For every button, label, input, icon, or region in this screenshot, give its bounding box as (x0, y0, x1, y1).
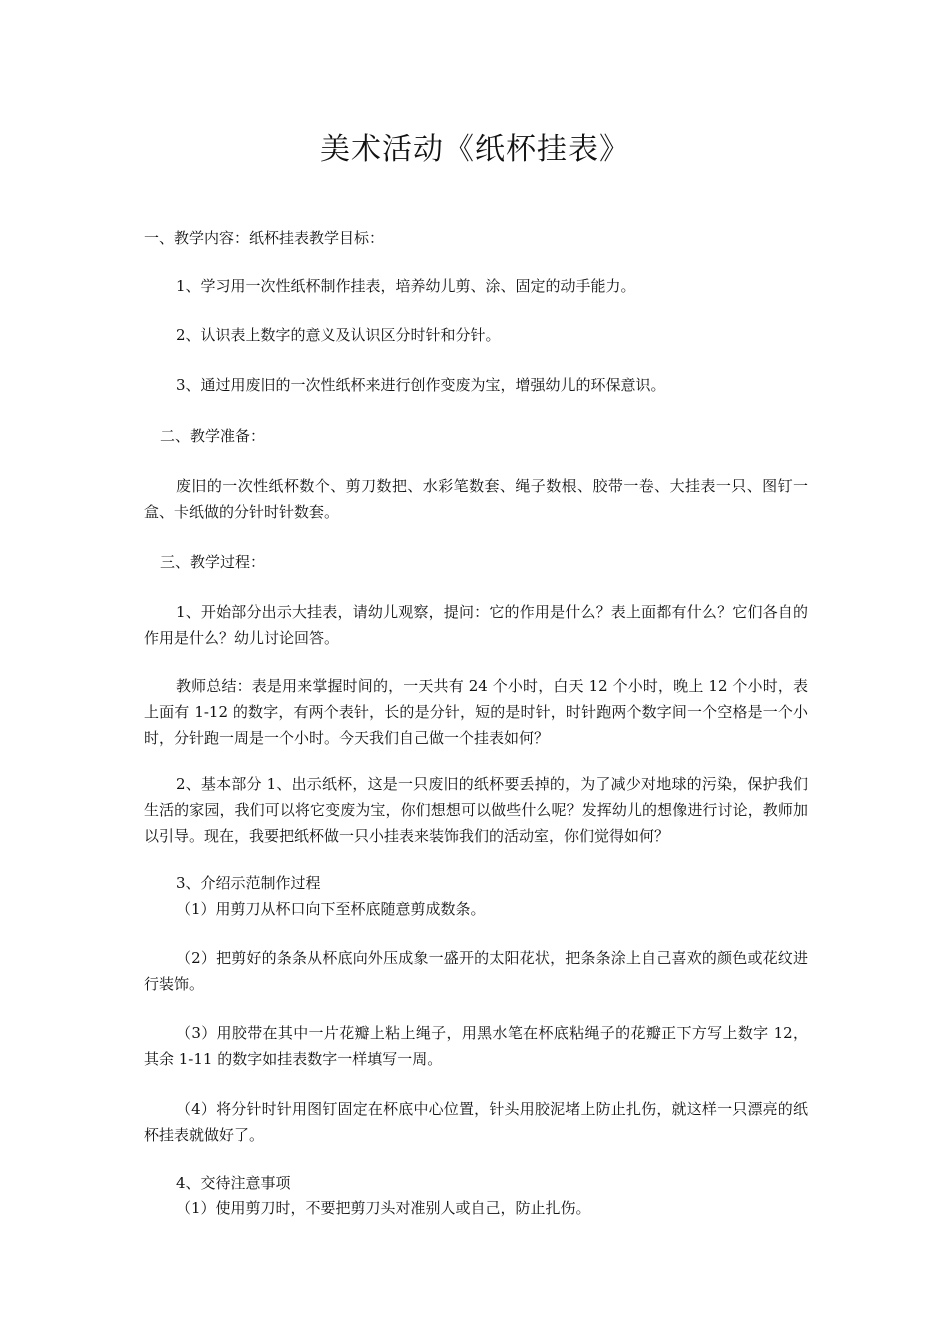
process-substep-2: （2）把剪好的条条从杯底向外压成象一盛开的太阳花状，把条条涂上自己喜欢的颜色或花纹进行装饰。 (144, 949, 808, 993)
section-heading-content: 一、教学内容：纸杯挂表教学目标： (144, 229, 385, 247)
process-step-1: 1、开始部分出示大挂表，请幼儿观察，提问：它的作用是什么？表上面都有什么？它们各自的作用是什么？幼儿讨论回答。 (144, 603, 808, 647)
teacher-summary-paragraph: 教师总结：表是用来掌握时间的，一天共有 24 个小时，白天 12 个小时，晚上 12 个小时，表上面有 1-12 的数字，有两个表针，长的是分针，短的是时针，时针跑两个数字间一个空格是一个小时，分针跑一周是一个小时。今天我们自己做一个挂表如何？ (144, 677, 808, 747)
process-step-2: 2、基本部分 1、出示纸杯，这是一只废旧的纸杯要丢掉的，为了减少对地球的污染，保护我们生活的家园，我们可以将它变废为宝，你们想想可以做些什么呢？发挥幼儿的想像进行讨论，教师加以引导。现在，我要把纸杯做一只小挂表来装饰我们的活动室，你们觉得如何？ (144, 775, 808, 845)
process-step-3-heading: 3、介绍示范制作过程 (176, 874, 321, 892)
preparation-paragraph: 废旧的一次性纸杯数个、剪刀数把、水彩笔数套、绳子数根、胶带一卷、大挂表一只、图钉一盒、卡纸做的分针时针数套。 (144, 477, 808, 521)
process-substep-4: （4）将分针时针用图钉固定在杯底中心位置，针头用胶泥堵上防止扎伤，就这样一只漂亮的纸杯挂表就做好了。 (144, 1100, 808, 1144)
objective-item-1: 1、学习用一次性纸杯制作挂表，培养幼儿剪、涂、固定的动手能力。 (176, 277, 636, 295)
section-heading-process: 三、教学过程： (160, 553, 266, 571)
objective-item-3: 3、通过用废旧的一次性纸杯来进行创作变废为宝，增强幼儿的环保意识。 (176, 376, 666, 394)
process-substep-1: （1）用剪刀从杯口向下至杯底随意剪成数条。 (176, 900, 486, 918)
process-step-4-heading: 4、交待注意事项 (176, 1174, 291, 1192)
objective-item-2: 2、认识表上数字的意义及认识区分时针和分针。 (176, 326, 501, 344)
section-heading-preparation: 二、教学准备： (160, 427, 266, 445)
process-substep-3: （3）用胶带在其中一片花瓣上粘上绳子，用黑水笔在杯底粘绳子的花瓣正下方写上数字 12，其余 1-11 的数字如挂表数字一样填写一周。 (144, 1024, 808, 1068)
document-title: 美术活动《纸杯挂表》 (320, 132, 630, 167)
caution-item-1: （1）使用剪刀时，不要把剪刀头对准别人或自己，防止扎伤。 (176, 1199, 591, 1217)
